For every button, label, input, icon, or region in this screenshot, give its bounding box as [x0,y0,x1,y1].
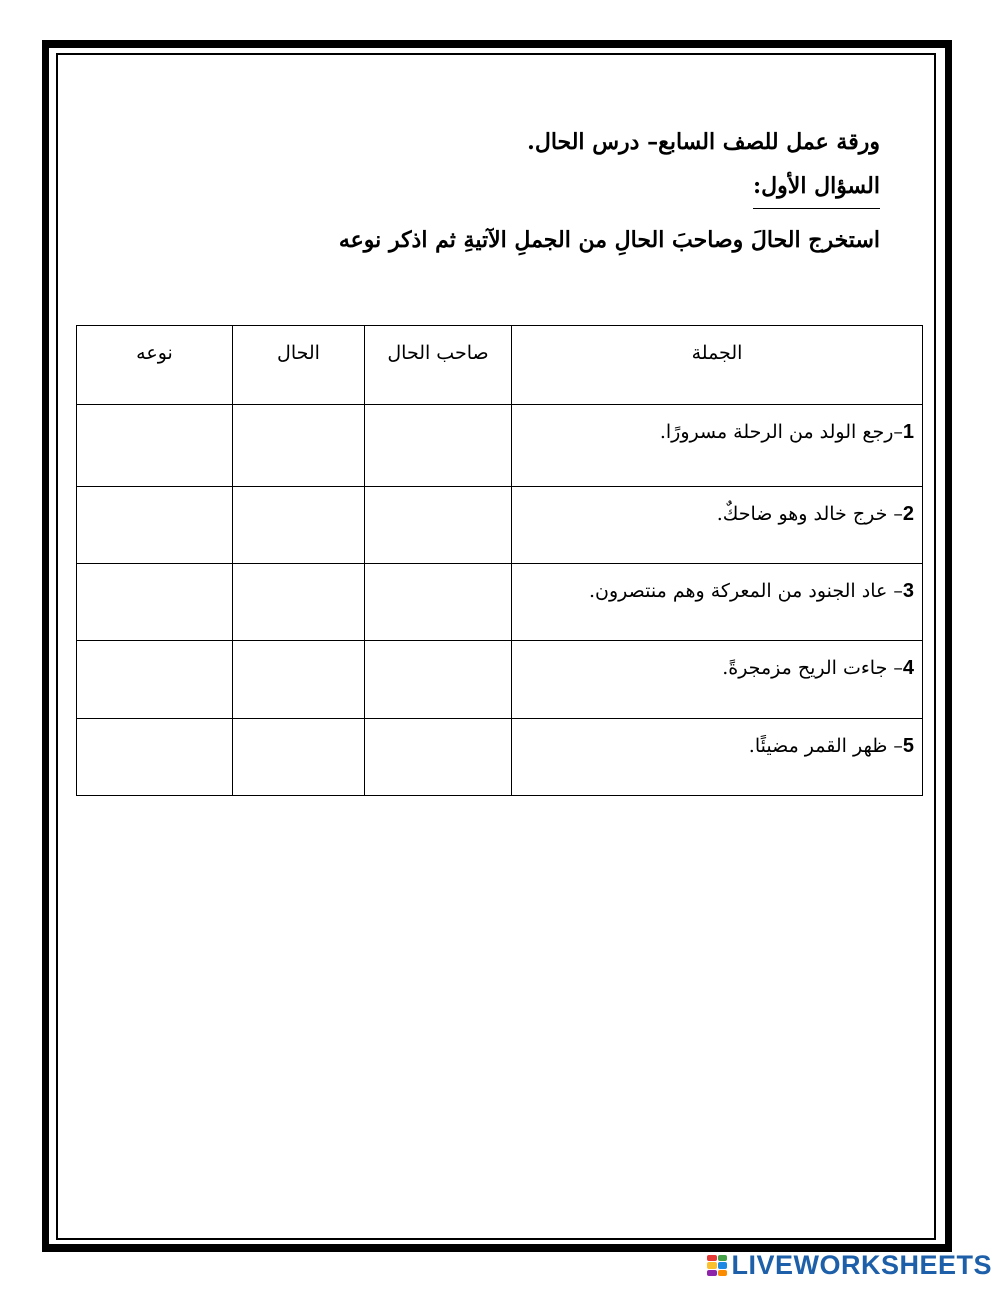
question-instruction: استخرج الحالَ وصاحبَ الحالِ من الجملِ الآتيةِ ثم اذكر نوعه [338,227,880,253]
answer-owner-cell[interactable] [365,564,512,641]
sentence-cell [512,564,923,641]
sentence-text: – عاد الجنود من المعركة وهم منتصرون. [589,580,903,602]
header-hal: الحال [233,326,365,405]
worksheet-header [180,120,880,265]
answer-type-cell[interactable] [77,641,233,719]
worksheet-title: ورقة عمل للصف السابع– درس الحال. [527,129,880,155]
answer-type-cell[interactable] [77,405,233,487]
liveworksheets-wordmark: LIVEWORKSHEETS [731,1250,992,1280]
logo-block [707,1262,717,1269]
header-sentence: الجملة [512,326,923,405]
header-type: نوعه [77,326,233,405]
answer-hal-cell[interactable] [233,564,365,641]
sentence-cell [512,719,923,796]
answer-hal-cell[interactable] [233,719,365,796]
answer-type-cell[interactable] [77,487,233,564]
sentence-text: – ظهر القمر مضيئًا. [748,735,903,757]
sentence-text: – جاءت الريح مزمجرةً. [722,657,903,679]
sentence-cell [512,405,923,487]
sentence-text: –رجع الولد من الرحلة مسرورًا. [659,421,903,443]
table-row [77,487,923,564]
sentence-number: 5 [902,735,914,757]
liveworksheets-logo-icon [707,1255,727,1277]
sentence-number: 2 [902,503,914,525]
table-header-row [77,326,923,405]
answer-owner-cell[interactable] [365,405,512,487]
sentence-number: 1 [902,421,914,443]
sentence-number: 4 [902,657,914,679]
table-row [77,641,923,719]
sentence-cell [512,641,923,719]
answer-owner-cell[interactable] [365,641,512,719]
answer-hal-cell[interactable] [233,641,365,719]
answer-type-cell[interactable] [77,564,233,641]
answer-table [76,325,923,796]
logo-block [718,1270,728,1277]
logo-block [718,1255,728,1262]
question-heading: السؤال الأول: [753,166,880,209]
header-owner: صاحب الحال [365,326,512,405]
answer-owner-cell[interactable] [365,487,512,564]
liveworksheets-brand [707,1250,992,1281]
answer-type-cell[interactable] [77,719,233,796]
logo-block [707,1255,717,1262]
table-row [77,405,923,487]
sentence-text: – خرج خالد وهو ضاحكٌ. [716,503,903,525]
table-row [77,564,923,641]
answer-owner-cell[interactable] [365,719,512,796]
answer-hal-cell[interactable] [233,405,365,487]
sentence-number: 3 [902,580,914,602]
logo-block [718,1262,728,1269]
answer-hal-cell[interactable] [233,487,365,564]
sentence-cell [512,487,923,564]
table-row [77,719,923,796]
logo-block [707,1270,717,1277]
